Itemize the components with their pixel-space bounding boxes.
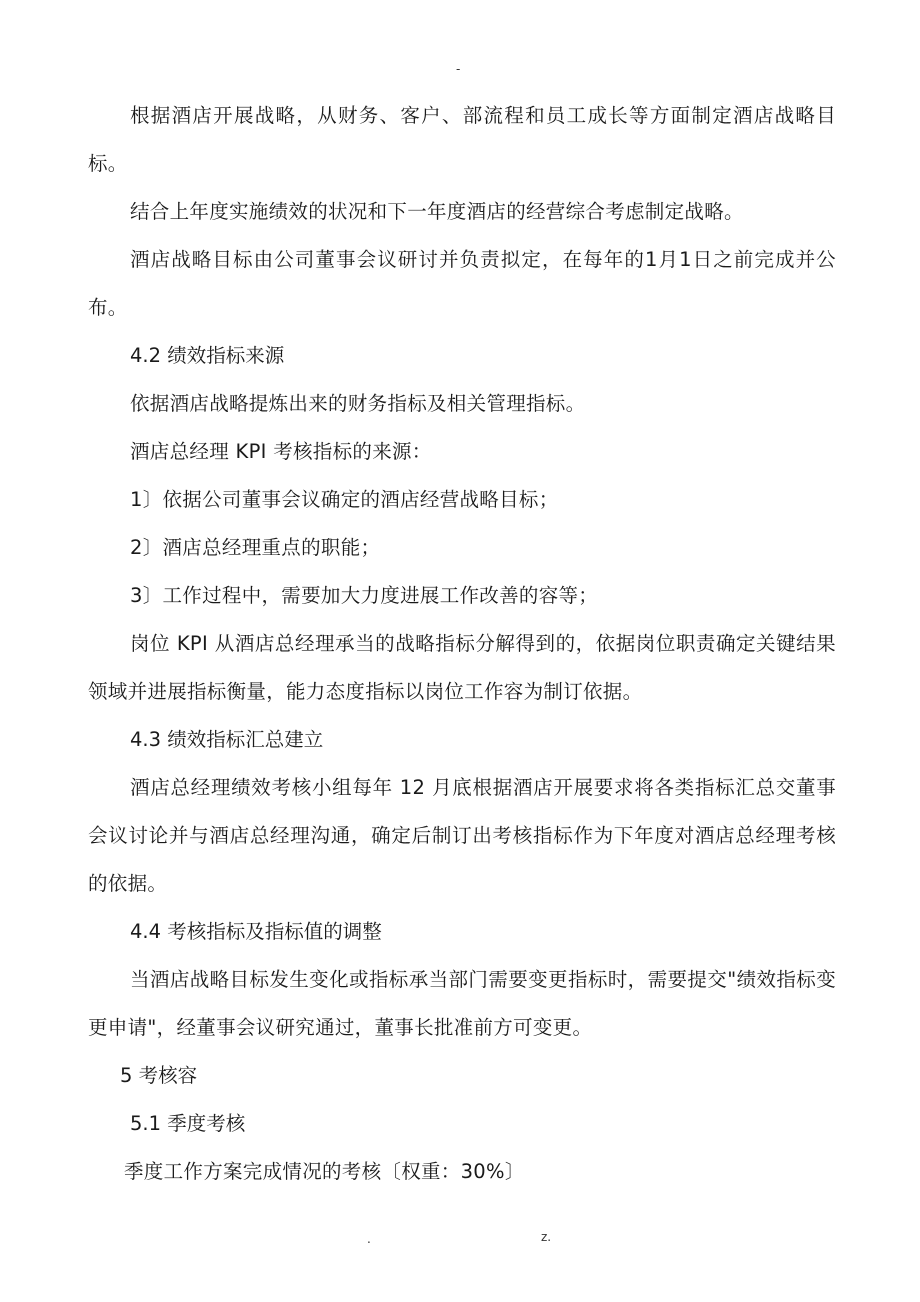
paragraph-summary-establishment: 酒店总经理绩效考核小组每年 12 月底根据酒店开展要求将各类指标汇总交董事会议讨论并与酒店总经理沟通，确定后制订出考核指标作为下年度对酒店总经理考核的依据。	[88, 776, 836, 895]
paragraph-board-drafting: 酒店战略目标由公司董事会议研讨并负责拟定，在每年的1月1日之前完成并公布。	[88, 248, 836, 319]
header-mark: -	[456, 62, 461, 76]
heading-4-3: 4.3 绩效指标汇总建立	[130, 728, 324, 751]
paragraph-indicator-extraction: 依据酒店战略提炼出来的财务指标及相关管理指标。	[130, 392, 586, 415]
paragraph-quarterly-weight: 季度工作方案完成情况的考核〔权重：30%〕	[124, 1160, 525, 1183]
paragraph-strategy-goals: 根据酒店开展战略，从财务、客户、部流程和员工成长等方面制定酒店战略目标。	[88, 104, 836, 175]
document-body	[88, 92, 836, 1196]
paragraph-combine-performance: 结合上年度实施绩效的状况和下一年度酒店的经营综合考虑制定战略。	[130, 200, 744, 223]
heading-4-4: 4.4 考核指标及指标值的调整	[130, 920, 382, 943]
heading-4-2: 4.2 绩效指标来源	[130, 344, 285, 367]
heading-5: 5 考核容	[120, 1064, 198, 1087]
paragraph-adjustment: 当酒店战略目标发生变化或指标承当部门需要变更指标时，需要提交"绩效指标变更申请"，经董事会议研究通过，董事长批准前方可变更。	[88, 968, 836, 1039]
list-item-1: 1〕依据公司董事会议确定的酒店经营战略目标；	[130, 488, 559, 511]
heading-5-1: 5.1 季度考核	[130, 1112, 246, 1135]
paragraph-position-kpi: 岗位 KPI 从酒店总经理承当的战略指标分解得到的，依据岗位职责确定关键结果领域并进展指标衡量，能力态度指标以岗位工作容为制订依据。	[88, 632, 836, 703]
footer-mark-left: .	[367, 1232, 371, 1246]
list-item-2: 2〕酒店总经理重点的职能；	[130, 536, 381, 559]
footer-mark-right: z.	[541, 1230, 552, 1244]
list-item-3: 3〕工作过程中，需要加大力度进展工作改善的容等；	[130, 584, 599, 607]
paragraph-kpi-source: 酒店总经理 KPI 考核指标的来源：	[130, 440, 432, 463]
